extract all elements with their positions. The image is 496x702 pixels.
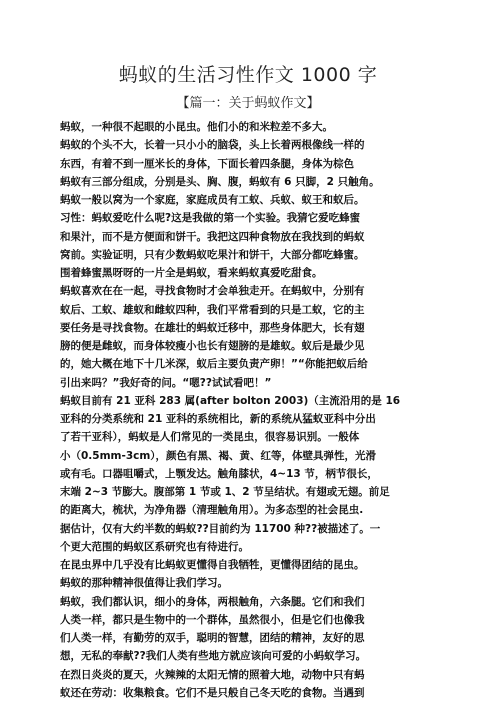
text-line: 窝前。实验证明，只有少数蚂蚁吃果汁和饼干，大部分都吃蜂蜜。 bbox=[60, 248, 365, 261]
text-line: 蚂蚁，我们都认识，细小的身体，两根触角，六条腿。它们和我们 bbox=[60, 595, 365, 608]
text-line: 的，她大概在地下十几米深，蚁后主要负责产卵！”“你能把蚁后给 bbox=[60, 358, 368, 371]
text-line: 小（0.5mm-3cm），颜色有黑、褐、黄、红等，体壁具弹性，光滑 bbox=[60, 449, 377, 462]
text-line: 想，无私的奉献??我们人类有些地方就应该向可爱的小蚂蚁学习。 bbox=[60, 650, 367, 663]
text-line: 东西，有着不到一厘米长的身体，下面长着四条腿，身体为棕色 bbox=[60, 157, 354, 170]
text-line: 据估计，仅有大约半数的蚂蚁??目前约为 11700 种??被描述了。一 bbox=[60, 522, 381, 535]
section-heading: 【篇一：关于蚂蚁作文】 bbox=[176, 96, 320, 111]
text-line: 或有毛。口器咀嚼式，上颚发达。触角膝状，4~13 节，柄节很长， bbox=[60, 467, 378, 480]
text-line: 末端 2~3 节膨大。腹部第 1 节或 1、2 节呈结状。有翅或无翅。前足 bbox=[60, 486, 390, 498]
text-line: 围着蜂蜜黑呀呀的一片全是蚂蚁，看来蚂蚁真爱吃甜食。 bbox=[60, 267, 323, 279]
text-line: 了若干亚科），蚂蚁是人们常见的一类昆虫，很容易识别。一般体 bbox=[60, 431, 360, 444]
text-line: 蚂蚁喜欢在在一起，寻找食物时才会单独走开。在蚂蚁中，分别有 bbox=[60, 285, 365, 298]
text-line: 引出来吗？”我好奇的问。“嗯??试试看吧！” bbox=[60, 376, 272, 389]
text-line: 和果汁，而不是方便面和饼干。我把这四种食物放在我找到的蚂蚁 bbox=[60, 230, 365, 243]
text-line: 蚁还在劳动：收集粮食。它们不是只般自己冬天吃的食物。当遇到 bbox=[60, 686, 365, 699]
text-line: 蚂蚁一般以窝为一个家庭，家庭成员有工蚁、兵蚁、蚁王和蚁后。 bbox=[60, 194, 365, 206]
text-line: 在烈日炎炎的夏天，火辣辣的太阳无情的照着大地，动物中只有蚂 bbox=[60, 668, 365, 681]
text-line: 蚂蚁，一种很不起眼的小昆虫。他们小的和米粒差不多大。 bbox=[60, 121, 333, 133]
document-body bbox=[60, 118, 440, 702]
document-title: 蚂蚁的生活习性作文 1000 字 bbox=[118, 64, 378, 86]
text-line: 蚁后、工蚁、雄蚁和雌蚁四种，我们平常看到的只是工蚁，它的主 bbox=[60, 303, 365, 316]
text-line: 们人类一样，有勤劳的双手，聪明的智慧，团结的精神，友好的思 bbox=[60, 632, 365, 644]
text-line: 膀的便是雌蚁，而身体较瘦小也长有翅膀的是雄蚁。蚁后是最少见 bbox=[60, 340, 365, 352]
text-line: 在昆虫界中几乎没有比蚂蚁更懂得自我牺牲，更懂得团结的昆虫。 bbox=[60, 559, 365, 571]
text-line: 人类一样，都只是生物中的一个群体，虽然很小，但是它们也像我 bbox=[60, 613, 365, 626]
text-line: 个更大范围的蚂蚁区系研究也有待进行。 bbox=[60, 540, 249, 553]
text-line: 蚂蚁的个头不大，长着一只小小的脑袋，头上长着两根像线一样的 bbox=[60, 139, 365, 152]
text-line: 要任务是寻找食物。在雄壮的蚂蚁迁移中，那些身体肥大，长有翅 bbox=[60, 321, 365, 334]
text-line: 亚科的分类系统和 21 亚科的系统相比，新的系统从猛蚁亚科中分出 bbox=[60, 413, 376, 425]
text-line: 蚂蚁的那种精神很值得让我们学习。 bbox=[60, 577, 228, 590]
text-line: 蚂蚁目前有 21 亚科 283 属(after bolton 2003)（主流沿用的是 16 bbox=[60, 394, 401, 407]
text-line: 习性：蚂蚁爱吃什么呢?这是我做的第一个实验。我猜它爱吃蜂蜜 bbox=[60, 212, 361, 225]
text-line: 蚂蚁有三部分组成，分别是头、胸、腹，蚂蚁有 6 只脚，2 只触角。 bbox=[60, 175, 380, 188]
text-line: 的距离大，梳状，为净角器（清理触角用）。为多态型的社会昆虫. bbox=[60, 504, 364, 517]
